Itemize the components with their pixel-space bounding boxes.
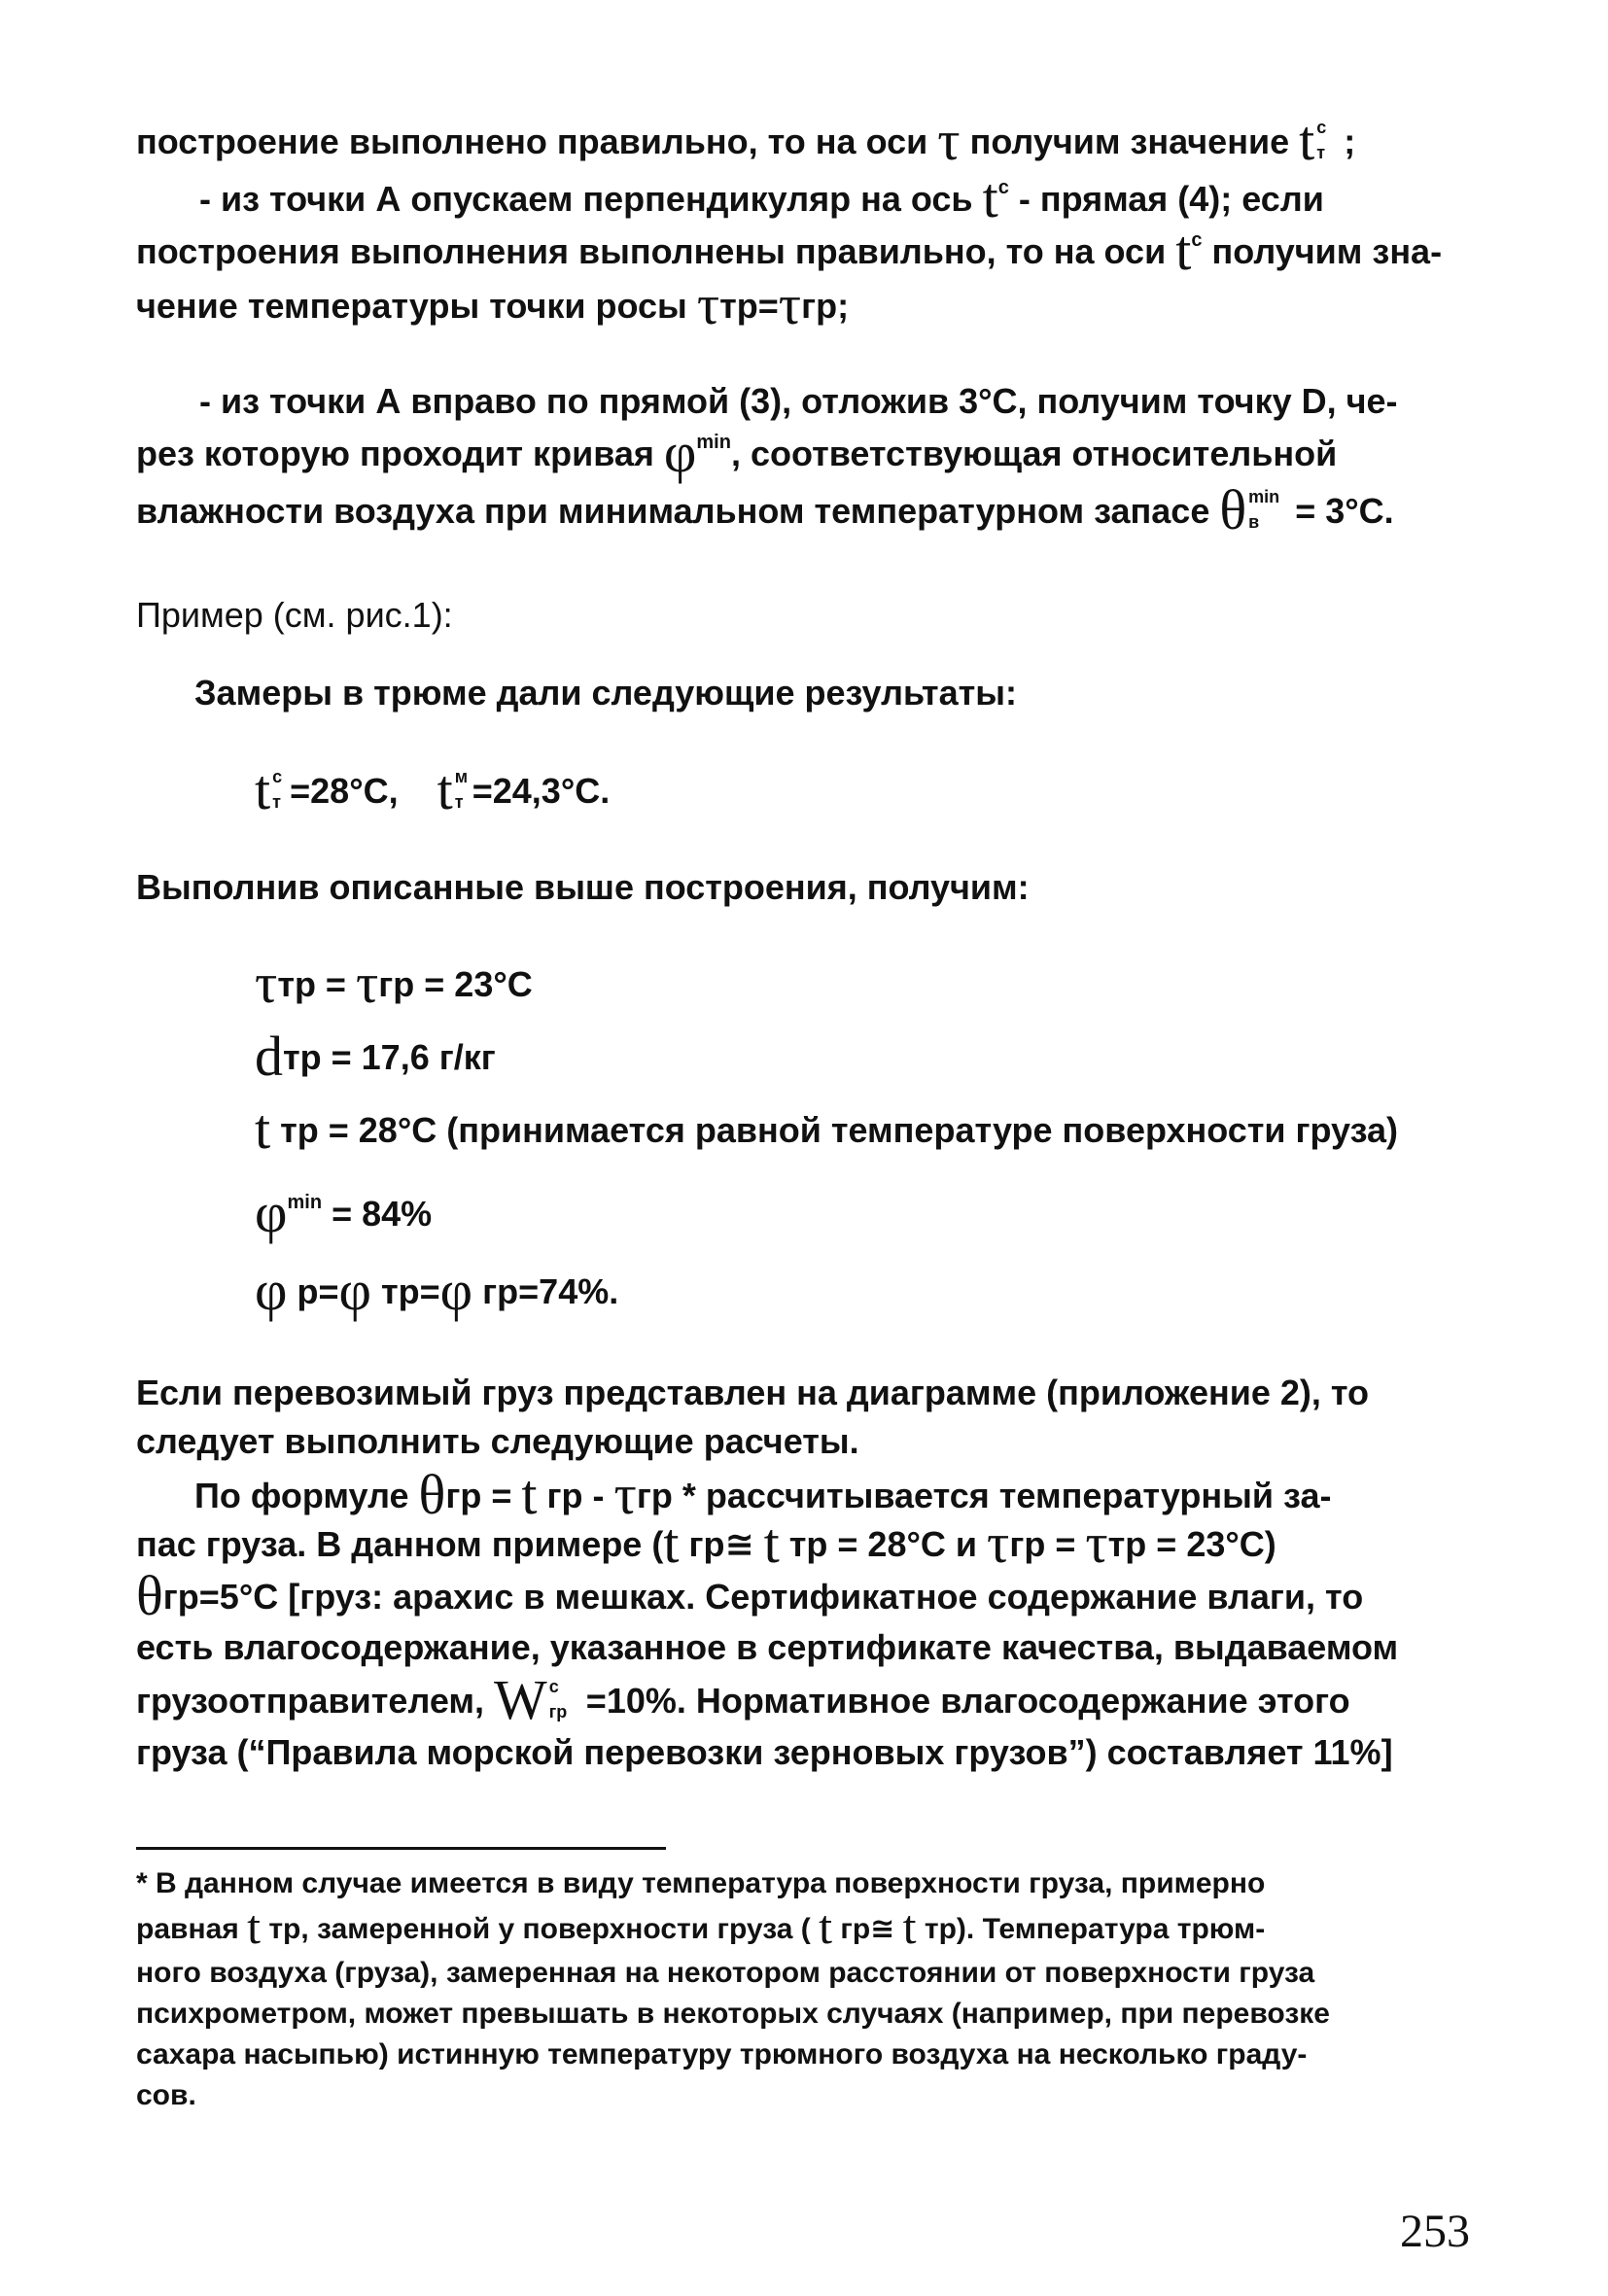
d-symbol: d (255, 1025, 283, 1088)
text-line-18 (136, 1419, 1468, 1464)
text-line-7 (136, 478, 1468, 541)
text-fragment: рез которую проходит кривая (136, 434, 654, 473)
text-fragment: - из точки А вправо по прямой (3), отложив 3°С, получим точку D, че- (199, 381, 1398, 421)
text-line-24 (136, 1730, 1468, 1775)
text-fragment: сахара насыпью) истинную температуру трюмного воздуха на несколько граду- (136, 2038, 1308, 2070)
text-line-3: построения выполнения выполнены правильно, то на оси $t^с$ получим зна- (136, 219, 1443, 282)
text-fragment: тр= (381, 1271, 440, 1311)
text-fragment: гр=5°С [груз: арахис в мешках. Сертификатное содержание влаги, то (162, 1577, 1364, 1617)
text-fragment: =24,3°С. (472, 771, 611, 811)
t-symbol: t (982, 166, 998, 229)
text-fragment: =28°С, (290, 771, 399, 811)
text-fragment: ; (1344, 122, 1356, 161)
t-symbol: t (521, 1463, 538, 1526)
text-fragment: тр= (719, 286, 779, 326)
text-fragment: По формуле (194, 1476, 409, 1515)
text-fragment: тр = (277, 964, 346, 1004)
text-fragment: , соответствующая относительной (730, 434, 1338, 473)
text-fragment: гр=74%. (482, 1271, 619, 1311)
text-fragment: гр = (1009, 1524, 1076, 1564)
text-fragment: =10%. Нормативное влагосодержание этого (585, 1681, 1350, 1721)
text-line-19 (194, 1463, 1526, 1526)
super-sub-index: м т (454, 767, 469, 812)
tau-symbol: τ (778, 273, 802, 336)
tau-symbol: τ (355, 952, 379, 1015)
t-symbol: t (819, 1899, 832, 1954)
text-fragment: есть влагосодержание, указанное в сертификате качества, выдаваемом (136, 1627, 1399, 1667)
t-symbol: t (1175, 219, 1192, 282)
text-fragment: сов. (136, 2079, 196, 2111)
theta-symbol: θ (1219, 478, 1247, 541)
tau-symbol: τ (613, 1463, 637, 1526)
tau-symbol: τ (1085, 1512, 1108, 1575)
text-line-6: рез которую проходит кривая $\varphi^{min}$, соответствующая относительной (136, 421, 1338, 484)
approx-symbol: ≅ (870, 1913, 895, 1945)
super-sub-index: с т (1316, 118, 1327, 162)
phi-symbol: φ (338, 1259, 371, 1322)
text-line-11 (136, 865, 1468, 910)
text-line-5 (199, 379, 1468, 424)
footnote-line-3 (136, 1954, 1468, 1993)
text-fragment: тр = 28°С (принимается равной температуре поверхности груза) (280, 1110, 1399, 1150)
text-line-14 (255, 1097, 1587, 1161)
w-symbol: W (494, 1668, 547, 1731)
text-line-8 (136, 593, 1468, 638)
text-fragment: построения выполнения выполнены правильно, то на оси (136, 231, 1167, 271)
text-line-1 (136, 109, 1468, 172)
t-symbol: t (902, 1899, 917, 1954)
text-fragment: Пример (см. рис.1): (136, 595, 453, 635)
text-fragment: гр - (546, 1476, 605, 1515)
super-sub-index: min в (1248, 487, 1280, 532)
t-symbol: t (247, 1899, 262, 1954)
text-fragment: - прямая (4); если (1018, 179, 1324, 219)
t-symbol: t (255, 758, 271, 821)
t-symbol: t (437, 758, 453, 821)
text-line-22 (136, 1625, 1468, 1670)
text-line-10 (255, 758, 1587, 821)
t-symbol: t (663, 1512, 680, 1575)
tau-symbol: τ (696, 273, 720, 336)
footnote-line-2 (136, 1899, 1468, 1954)
super-sub-index: с гр (548, 1677, 568, 1722)
footnote-line-5 (136, 2035, 1468, 2074)
text-fragment: чение температуры точки росы (136, 286, 687, 326)
text-fragment: влажности воздуха при минимальном температурном запасе (136, 491, 1210, 531)
text-fragment: груза (“Правила морской перевозки зерновых грузов”) составляет 11%] (136, 1732, 1393, 1772)
phi-symbol: φ (663, 421, 697, 484)
text-fragment: Выполнив описанные выше построения, получим: (136, 867, 1030, 907)
text-fragment: построение выполнено правильно, то на оси (136, 122, 928, 161)
text-fragment: пас груза. В данном примере ( (136, 1524, 664, 1564)
text-fragment: Замеры в трюме дали следующие результаты: (194, 673, 1017, 713)
text-fragment: тр = 17,6 г/кг (283, 1037, 496, 1077)
text-fragment: психрометром, может превышать в некоторых случаях (например, при перевозке (136, 1998, 1330, 2030)
text-line-21 (136, 1564, 1468, 1627)
text-fragment: р= (297, 1271, 339, 1311)
text-fragment: гр; (801, 286, 850, 326)
text-line-12 (255, 952, 1587, 1015)
theta-symbol: θ (136, 1564, 163, 1627)
text-fragment: гр = (445, 1476, 512, 1515)
text-line-2: - из точки А опускаем перпендикуляр на ось $t^с$ - прямая (4); если (199, 166, 1324, 229)
t-symbol: t (255, 1097, 271, 1161)
footnote-line-6 (136, 2076, 1468, 2115)
phi-symbol: φ (255, 1259, 288, 1322)
text-fragment: = 84% (332, 1194, 433, 1234)
text-fragment: гр (688, 1524, 725, 1564)
text-line-16 (255, 1259, 1587, 1322)
text-fragment: ного воздуха (груза), замеренная на некотором расстоянии от поверхности груза (136, 1957, 1315, 1989)
text-fragment: следует выполнить следующие расчеты. (136, 1421, 859, 1461)
text-line-13 (255, 1025, 1587, 1088)
text-fragment: равная (136, 1913, 239, 1945)
text-fragment: Если перевозимый груз представлен на диаграмме (приложение 2), то (136, 1373, 1370, 1412)
footnote-line-1 (136, 1864, 1468, 1903)
text-line-9 (194, 671, 1526, 715)
footnote-line-4 (136, 1995, 1468, 2034)
text-fragment: тр, замеренной у поверхности груза ( (268, 1913, 811, 1945)
text-fragment: получим зна- (1211, 231, 1443, 271)
text-fragment: гр * рассчитывается температурный за- (636, 1476, 1332, 1515)
text-fragment: грузоотправителем, (136, 1681, 485, 1721)
text-fragment: тр = 23°С) (1107, 1524, 1276, 1564)
text-fragment: тр). Температура трюм- (924, 1913, 1266, 1945)
super-sub-index: с т (272, 767, 283, 812)
text-fragment: * В данном случае имеется в виду температура поверхности груза, примерно (136, 1867, 1266, 1899)
text-line-17 (136, 1371, 1468, 1415)
text-line-20 (136, 1512, 1468, 1575)
tau-symbol: τ (987, 1512, 1010, 1575)
phi-symbol: φ (255, 1181, 288, 1244)
tau-symbol: τ (255, 952, 278, 1015)
text-fragment: тр = 28°С и (788, 1524, 977, 1564)
text-fragment: гр = 23°С (378, 964, 533, 1004)
text-fragment: = 3°С. (1295, 491, 1394, 531)
text-fragment: - из точки А опускаем перпендикуляр на ось (199, 179, 973, 219)
text-line-15: $\varphi^{min} = 84\%$ (255, 1181, 433, 1244)
phi-symbol: φ (439, 1259, 473, 1322)
tau-symbol: τ (937, 109, 961, 172)
footnote-divider (136, 1847, 666, 1850)
approx-symbol: ≅ (724, 1524, 754, 1564)
theta-symbol: θ (418, 1463, 446, 1526)
text-line-4 (136, 273, 1468, 336)
text-line-23 (136, 1668, 1468, 1731)
text-fragment: гр (840, 1913, 871, 1945)
t-symbol: t (1299, 109, 1315, 172)
t-symbol: t (763, 1512, 780, 1575)
text-fragment: получим значение (969, 122, 1290, 161)
page-number: 253 (1400, 2206, 1470, 2257)
